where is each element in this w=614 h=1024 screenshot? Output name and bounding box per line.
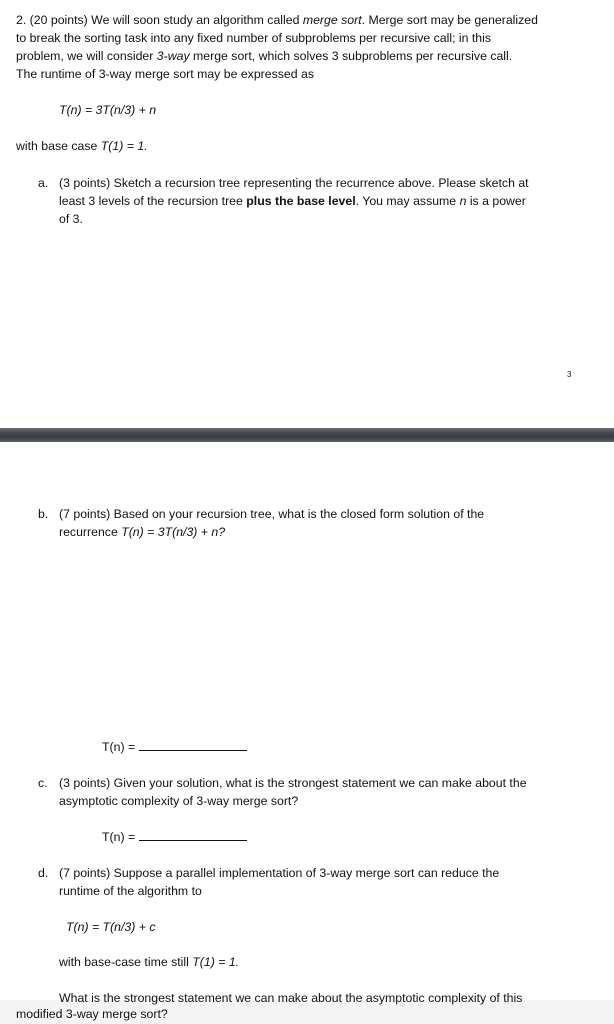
page-divider bbox=[0, 428, 614, 442]
part-a-line-2-a: least 3 levels of the recursion tree bbox=[59, 194, 247, 208]
part-b-line-2 bbox=[59, 524, 225, 541]
base-case-prefix: with base case bbox=[16, 139, 101, 153]
problem-line-3 bbox=[16, 48, 512, 65]
part-c-label: c. bbox=[38, 776, 48, 790]
problem-line-4: The runtime of 3-way merge sort may be expressed as bbox=[16, 67, 314, 81]
three-way-term: 3-way bbox=[156, 49, 190, 63]
problem-line-3-a: problem, we will consider bbox=[16, 49, 157, 63]
problem-line-1 bbox=[16, 12, 538, 29]
part-b-line-2-a: recurrence bbox=[59, 525, 122, 539]
main-recurrence: T(n) = 3T(n/3) + n bbox=[59, 103, 157, 117]
part-b-answer-blank[interactable] bbox=[139, 739, 247, 751]
part-d-base-prefix: with base-case time still bbox=[59, 955, 193, 969]
part-d-question-line-1: What is the strongest statement we can make about the asymptotic complexity of this bbox=[59, 991, 523, 1005]
part-a-label: a. bbox=[38, 176, 49, 190]
part-a-line-2-e: is a power bbox=[466, 194, 526, 208]
part-a-line-2-c: . You may assume bbox=[355, 194, 460, 208]
part-d-base-value: T(1) = 1. bbox=[192, 955, 240, 969]
base-case-value: T(1) = 1. bbox=[100, 139, 148, 153]
problem-line-1-c: . Merge sort may be generalized bbox=[361, 13, 538, 27]
part-c-answer bbox=[102, 829, 247, 846]
part-d-line-2: runtime of the algorithm to bbox=[59, 884, 202, 898]
part-c-answer-blank[interactable] bbox=[139, 829, 247, 841]
part-a-line-2 bbox=[59, 193, 526, 210]
n-variable: n bbox=[459, 194, 467, 208]
part-a-line-1: (3 points) Sketch a recursion tree representing the recurrence above. Please sketch at bbox=[59, 176, 529, 190]
base-level-term: plus the base level bbox=[246, 194, 356, 208]
part-b-recurrence: T(n) = 3T(n/3) + n? bbox=[121, 525, 226, 539]
part-b-label: b. bbox=[38, 507, 49, 521]
problem-line-2: to break the sorting task into any fixed number of subproblems per recursive call; in this bbox=[16, 31, 492, 45]
part-c-line-2: asymptotic complexity of 3-way merge sort? bbox=[59, 794, 299, 808]
part-d-question-line-2: modified 3-way merge sort? bbox=[16, 1007, 168, 1021]
part-d-line-1: (7 points) Suppose a parallel implementation of 3-way merge sort can reduce the bbox=[59, 866, 500, 880]
page-number: 3 bbox=[567, 370, 572, 379]
base-case-line bbox=[16, 138, 148, 155]
part-d-recurrence: T(n) = T(n/3) + c bbox=[66, 920, 156, 934]
merge-sort-term: merge sort bbox=[302, 13, 362, 27]
part-b-answer bbox=[102, 739, 247, 756]
part-b-answer-label: T(n) = bbox=[102, 740, 136, 754]
problem-line-3-c: merge sort, which solves 3 subproblems per recursive call. bbox=[189, 49, 513, 63]
part-d-label: d. bbox=[38, 866, 49, 880]
problem-line-1-a: 2. (20 points) We will soon study an algorithm called bbox=[16, 13, 303, 27]
part-a-line-3: of 3. bbox=[59, 212, 83, 226]
part-b-line-1: (7 points) Based on your recursion tree, what is the closed form solution of the bbox=[59, 507, 485, 521]
part-c-line-1: (3 points) Given your solution, what is the strongest statement we can make about the bbox=[59, 776, 527, 790]
part-d-base-case bbox=[59, 954, 239, 971]
part-c-answer-label: T(n) = bbox=[102, 830, 136, 844]
